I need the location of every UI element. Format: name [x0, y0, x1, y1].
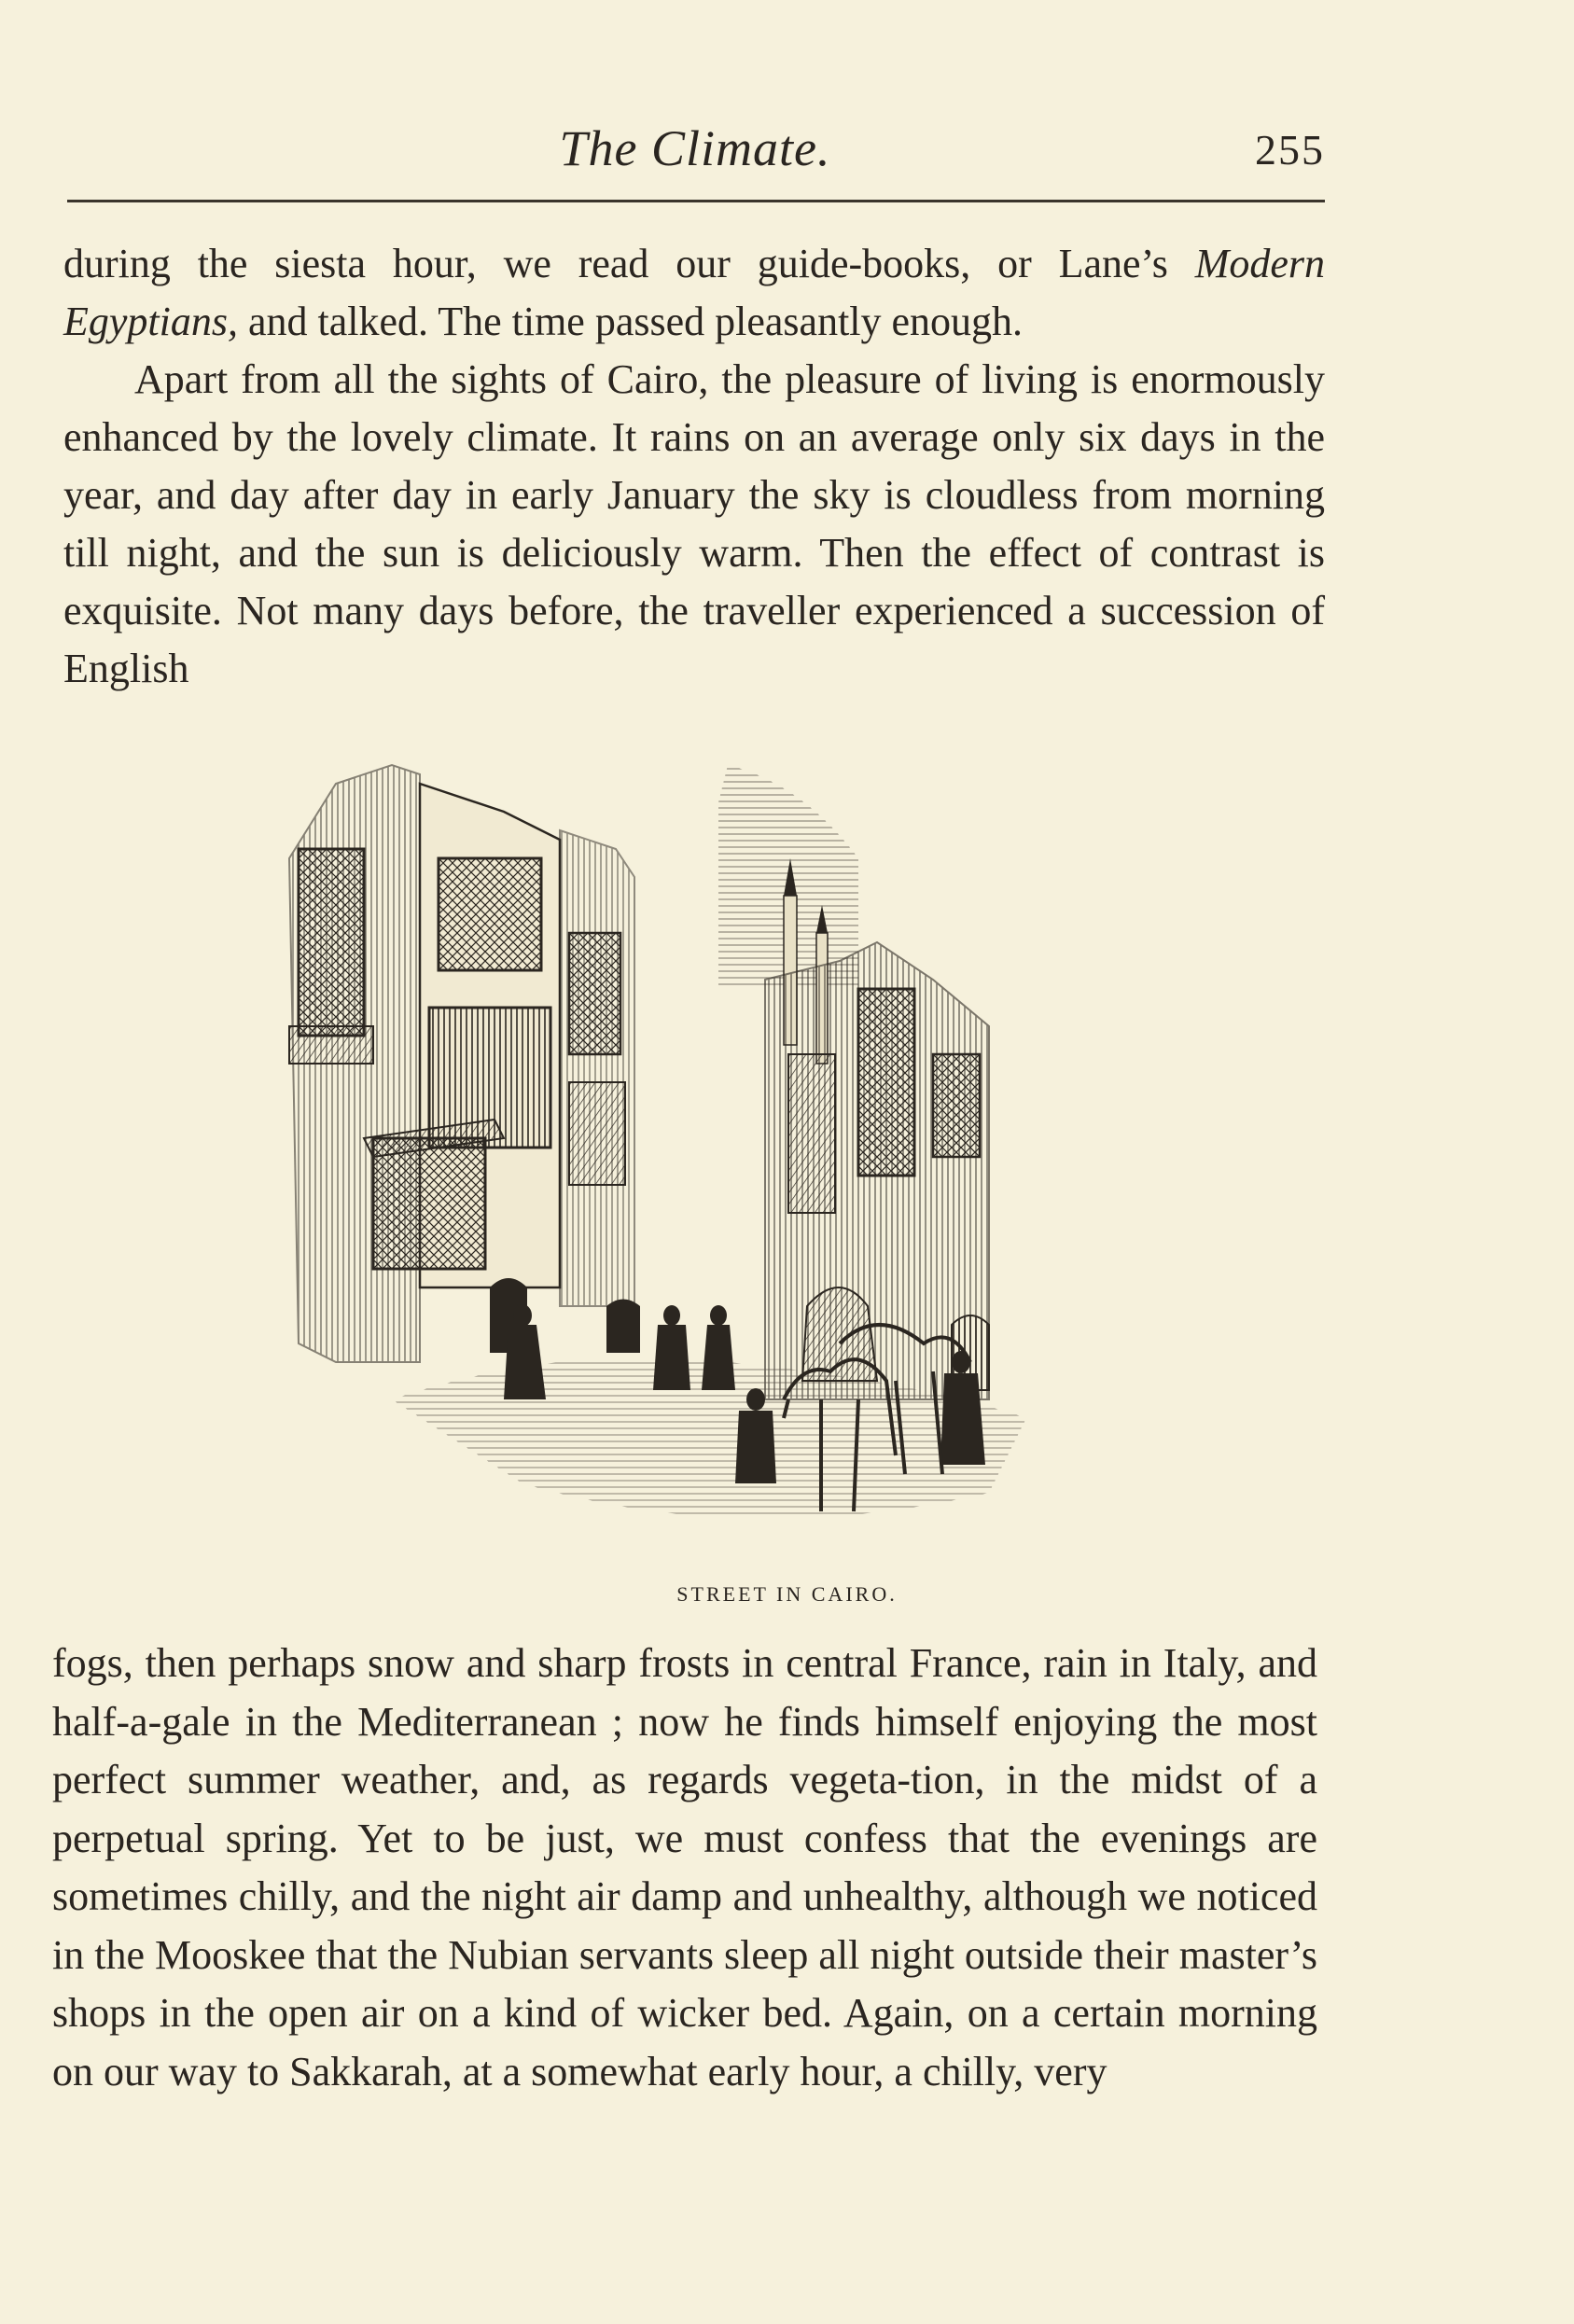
- page-number: 255: [1255, 126, 1325, 174]
- page-header: [65, 119, 1325, 185]
- top-text-block: [63, 235, 1325, 698]
- book-title-italic: Modern Egyptians,: [63, 241, 1325, 344]
- illustration-caption: STREET IN CAIRO.: [676, 1582, 898, 1606]
- running-title: The Climate.: [559, 120, 831, 176]
- bottom-text-block: [52, 1635, 1317, 2101]
- paragraph-3: fogs, then perhaps snow and sharp frosts in central France, rain in Italy, and half-a-gale in the Mediterranean ; now he finds himself enjoying the most perfect summer weather, and, as regards vegeta-tion, in the midst of a perpetual spring. Yet to be just, we must confess that the evenings are sometimes chilly, and the night air damp and unhealthy, although we noticed in the Mooskee that the Nubian servants sleep all night outside their master’s shops in the open air on a kind of wicker bed. Again, on a certain morning on our way to Sakkarah, at a somewhat early hour, a chilly, very: [52, 1640, 1317, 2094]
- paragraph-1: [63, 235, 1325, 351]
- header-rule: [67, 200, 1325, 202]
- paragraph-1-end: and talked. The time passed pleasantly enough.: [237, 299, 1024, 344]
- street-in-cairo-engraving: [280, 746, 1101, 1567]
- paragraph-2: Apart from all the sights of Cairo, the pleasure of living is enormously enhanced by the lovely climate. It rains on an average only six days in the year, and day after day in early January the sky is cloudless from morning till night, and the sun is deliciously warm. Then the effect of contrast is exquisite. Not many days before, the traveller experienced a succession of English: [63, 356, 1325, 691]
- paragraph-1-start: during the siesta hour, we read our guide-books, or Lane’s: [63, 241, 1195, 286]
